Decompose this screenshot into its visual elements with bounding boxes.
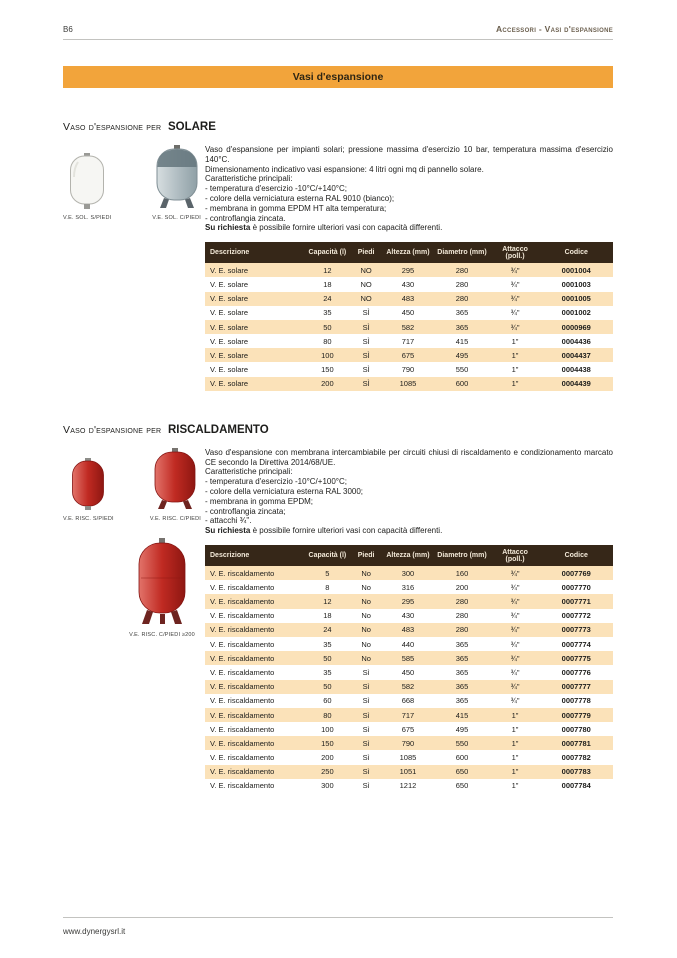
table-cell: V. E. riscaldamento (210, 724, 275, 734)
table-cell: No (361, 653, 371, 663)
table-cell: ¾" (510, 597, 520, 606)
table-cell: 0000969 (561, 322, 591, 332)
description-paragraph: Vaso d'espansione per impianti solari; pressione massima d'esercizio 10 bar, temperatura massima d'esercizio 140°C. (205, 145, 613, 164)
table-row (205, 680, 613, 694)
table-cell: Sì (362, 753, 370, 763)
table-cell: 1" (511, 753, 519, 763)
table-cell: 200 (321, 753, 334, 763)
red-expansion-vessel-icon (70, 458, 106, 510)
table-cell: 585 (401, 653, 415, 663)
table-cell: 316 (401, 582, 415, 592)
table-cell: 0004439 (561, 379, 591, 389)
table-cell: 280 (455, 279, 469, 289)
table-cell: V. E. riscaldamento (210, 653, 275, 663)
table-cell: 300 (321, 781, 334, 791)
table-cell: ¾" (510, 682, 520, 692)
table-cell: 0004437 (561, 350, 591, 360)
table-cell: 80 (323, 710, 332, 720)
feature-list (205, 477, 613, 526)
table-cell: V. E. riscaldamento (210, 597, 275, 606)
feature-line: - controflangia zincata. (205, 213, 286, 223)
table-row (205, 651, 613, 665)
table-cell: 0007769 (561, 568, 591, 578)
table-cell: V. E. solare (210, 308, 249, 318)
table-cell: Sì (362, 738, 370, 748)
note-bold: Su richiesta (205, 526, 251, 536)
table-cell: ¾" (510, 308, 520, 318)
figure-caption: V.E. RISC. C/PIEDI (149, 515, 201, 522)
table-cell: Sì (362, 781, 370, 791)
table-cell: NO (360, 294, 372, 304)
table-cell: 415 (455, 710, 469, 720)
table-cell: 280 (455, 625, 469, 635)
table-cell: 8 (325, 582, 330, 592)
column-header: Capacità (l) (305, 545, 350, 566)
table-cell: 0007774 (561, 639, 591, 649)
table-cell: 1" (511, 336, 519, 346)
solare-images (63, 145, 205, 221)
table-row (205, 580, 613, 594)
table-cell: No (361, 582, 371, 592)
table-cell: V. E. riscaldamento (210, 625, 275, 635)
table-header-row (205, 242, 613, 263)
table-row (205, 609, 613, 623)
table-cell: 0007775 (561, 653, 591, 663)
section-solare (63, 109, 613, 391)
section-title-strong: SOLARE (167, 121, 216, 133)
table-cell: 80 (323, 336, 332, 346)
table-cell: V. E. riscaldamento (210, 781, 275, 791)
table-cell: 0004436 (561, 336, 591, 346)
solare-body (63, 145, 613, 391)
table-cell: 365 (455, 639, 469, 649)
table-cell: 150 (321, 738, 334, 748)
column-header: Descrizione (205, 242, 305, 263)
table-row (205, 334, 613, 348)
description-paragraph: Dimensionamento indicativo vasi espansione: 4 litri ogni mq di pannello solare. (205, 164, 484, 174)
table-cell: SÌ (362, 308, 370, 318)
table-row (205, 623, 613, 637)
table-cell: V. E. riscaldamento (210, 611, 275, 621)
table-cell: 12 (323, 265, 332, 275)
table-cell: 1" (511, 767, 519, 777)
table-cell: 1" (511, 710, 519, 720)
description-paragraph: Caratteristiche principali: (205, 174, 293, 184)
figure-caption: V.E. RISC. S/PIEDI (63, 515, 114, 522)
table-cell: 790 (401, 738, 415, 748)
description-paragraph: Caratteristiche principali: (205, 467, 293, 477)
table-cell: 160 (455, 568, 469, 578)
table-cell: No (361, 625, 371, 635)
breadcrumb: Accessori - Vasi d'espansione (495, 24, 613, 34)
table-cell: 280 (455, 294, 469, 304)
note-bold: Su richiesta (205, 223, 251, 233)
table-cell: 495 (455, 350, 469, 360)
table-cell: V. E. solare (210, 265, 249, 275)
table-cell: 1212 (399, 781, 417, 791)
table-cell: 365 (455, 682, 469, 692)
product-figure (119, 538, 205, 638)
table-cell: 0001005 (561, 294, 591, 304)
feature-line: - temperatura d'esercizio -10°C/+100°C; (205, 477, 347, 487)
table-cell: 150 (321, 365, 334, 375)
table-cell: 450 (401, 667, 415, 677)
table-row (205, 362, 613, 376)
page-title: Vasi d'espansione (292, 71, 384, 83)
table-cell: 0007779 (561, 710, 591, 720)
table-row (205, 665, 613, 679)
table-cell: NO (360, 279, 372, 289)
table-cell: V. E. riscaldamento (210, 639, 275, 649)
table-cell: 365 (455, 696, 469, 706)
table-cell: 1" (511, 738, 519, 748)
description-note (205, 223, 613, 233)
table-cell: 600 (455, 753, 469, 763)
table-cell: 200 (321, 379, 334, 389)
table-cell: 24 (323, 625, 332, 635)
table-cell: 365 (455, 653, 469, 663)
feature-line: - colore della verniciatura esterna RAL 3000; (205, 487, 364, 497)
product-figure (63, 153, 111, 221)
table-cell: ¾" (510, 696, 520, 706)
table-cell: V. E. solare (210, 350, 249, 360)
feature-list (205, 184, 613, 223)
column-header: Attacco (poll.) (491, 545, 540, 566)
table-cell: V. E. solare (210, 322, 249, 332)
table-row (205, 736, 613, 750)
product-figure (63, 458, 114, 522)
section-riscaldamento (63, 412, 613, 793)
table-cell: 483 (401, 625, 415, 635)
table-cell: SÌ (362, 350, 370, 360)
table-cell: No (361, 597, 371, 606)
table-cell: V. E. solare (210, 379, 249, 389)
table-cell: 280 (455, 597, 469, 606)
table-cell: V. E. solare (210, 279, 249, 289)
table-cell: No (361, 568, 371, 578)
table-cell: ¾" (510, 322, 520, 332)
table-cell: V. E. solare (210, 294, 249, 304)
section-title-riscaldamento (63, 412, 613, 440)
table-cell: 0007778 (561, 696, 591, 706)
description-paragraph: Vaso d'espansione con membrana intercambiabile per circuiti chiusi di riscaldamento e condizionamento marcato CE secondo la Direttiva 2014/68/UE. (205, 447, 613, 467)
table-cell: 18 (323, 611, 332, 621)
column-header: Capacità (l) (305, 242, 350, 263)
table-cell: V. E. riscaldamento (210, 753, 275, 763)
grey-expansion-vessel-with-feet-icon (154, 145, 200, 209)
column-header: Codice (540, 242, 613, 263)
table-cell: V. E. solare (210, 365, 249, 375)
feature-line: - controflangia zincata; (205, 506, 286, 516)
table-cell: 0007770 (561, 582, 591, 592)
table-cell: V. E. riscaldamento (210, 767, 275, 777)
table-cell: 280 (455, 611, 469, 621)
table-cell: ¾" (510, 294, 520, 304)
table-cell: 0007773 (561, 625, 591, 635)
table-cell: V. E. riscaldamento (210, 667, 275, 677)
table-cell: V. E. riscaldamento (210, 696, 275, 706)
table-cell: 0007777 (561, 682, 591, 692)
table-cell: 280 (455, 265, 469, 275)
column-header: Codice (540, 545, 613, 566)
table-cell: 668 (401, 696, 415, 706)
table-cell: 24 (323, 294, 332, 304)
table-cell: 295 (401, 597, 415, 606)
table-cell: 650 (455, 781, 469, 791)
table-cell: 717 (401, 710, 415, 720)
large-red-expansion-vessel-with-feet-icon (136, 538, 188, 626)
table-cell: 675 (401, 350, 415, 360)
table-row (205, 277, 613, 291)
page-number: B6 (63, 25, 73, 34)
table-row (205, 377, 613, 391)
table-cell: Sì (362, 710, 370, 720)
table-cell: 0007783 (561, 767, 591, 777)
page-footer (63, 917, 613, 936)
table-cell: 550 (455, 365, 469, 375)
table-cell: SÌ (362, 365, 370, 375)
table-row (205, 765, 613, 779)
table-cell: 430 (401, 279, 415, 289)
riscaldamento-images (63, 448, 205, 638)
table-cell: Sì (362, 682, 370, 692)
column-header: Piedi (350, 242, 383, 263)
note-rest: è possibile fornire ulteriori vasi con capacità differenti. (250, 526, 443, 536)
table-header-row (205, 545, 613, 566)
table-cell: 18 (323, 279, 332, 289)
table-cell: ¾" (510, 265, 520, 275)
table-cell: 50 (323, 653, 332, 663)
table-cell: 365 (455, 308, 469, 318)
table-row (205, 320, 613, 334)
table-cell: 1" (511, 781, 519, 791)
table-cell: 250 (321, 767, 334, 777)
table-row (205, 637, 613, 651)
table-cell: 365 (455, 322, 469, 332)
column-header: Diametro (mm) (433, 242, 490, 263)
title-banner (63, 66, 613, 88)
table-cell: 1051 (399, 767, 417, 777)
table-row (205, 292, 613, 306)
table-cell: 582 (401, 322, 415, 332)
table-cell: SÌ (362, 336, 370, 346)
table-row (205, 566, 613, 580)
table-cell: 5 (325, 568, 330, 578)
table-cell: 0007772 (561, 611, 591, 621)
table-cell: No (361, 639, 371, 649)
column-header: Altezza (mm) (382, 545, 433, 566)
table-cell: 12 (323, 597, 332, 606)
table-row (205, 708, 613, 722)
table-row (205, 348, 613, 362)
table-row (205, 694, 613, 708)
table-cell: SÌ (362, 322, 370, 332)
solare-text (205, 145, 613, 391)
table-cell: Sì (362, 667, 370, 677)
table-cell: 450 (401, 308, 415, 318)
table-cell: 100 (321, 350, 334, 360)
column-header: Piedi (350, 545, 383, 566)
section-title-solare (63, 109, 613, 137)
table-cell: Sì (362, 767, 370, 777)
table-cell: 0007782 (561, 753, 591, 763)
table-cell: Sì (362, 696, 370, 706)
table-cell: 0001002 (561, 308, 591, 318)
table-cell: 1" (511, 724, 519, 734)
solare-table (205, 242, 613, 391)
table-cell: 415 (455, 336, 469, 346)
table-cell: ¾" (510, 625, 520, 635)
table-cell: V. E. riscaldamento (210, 568, 275, 578)
table-cell: 600 (455, 379, 469, 389)
table-cell: 300 (401, 568, 415, 578)
table-cell: V. E. riscaldamento (210, 582, 275, 592)
table-cell: 1085 (399, 379, 417, 389)
table-cell: 790 (401, 365, 415, 375)
column-header: Diametro (mm) (433, 545, 490, 566)
table-cell: 495 (455, 724, 469, 734)
white-expansion-vessel-icon (67, 153, 107, 209)
feature-line: - attacchi ¾". (205, 516, 252, 526)
table-cell: ¾" (510, 639, 520, 649)
table-cell: 60 (323, 696, 332, 706)
section-title-strong: RISCALDAMENTO (167, 423, 269, 436)
table-cell: 675 (401, 724, 415, 734)
footer-url[interactable]: www.dynergysrl.it (63, 927, 126, 936)
table-cell: V. E. riscaldamento (210, 682, 275, 692)
feature-line: - membrana in gomma EPDM; (205, 496, 314, 506)
table-cell: 0007781 (561, 738, 591, 748)
table-cell: 1085 (399, 753, 417, 763)
table-row (205, 779, 613, 793)
product-figure (150, 448, 201, 522)
table-cell: 550 (455, 738, 469, 748)
table-cell: 430 (401, 611, 415, 621)
table-cell: 50 (323, 682, 332, 692)
feature-line: - membrana in gomma EPDM HT alta temperatura; (205, 203, 387, 213)
table-cell: ¾" (510, 611, 520, 621)
table-cell: Sì (362, 724, 370, 734)
table-cell: 582 (401, 682, 415, 692)
section-title-prefix: Vaso d'espansione per (63, 423, 162, 436)
figure-caption: V.E. RISC. C/PIEDI ≥200 (129, 631, 195, 638)
table-cell: 483 (401, 294, 415, 304)
figure-caption: V.E. SOL. S/PIEDI (63, 215, 112, 221)
table-cell: SÌ (362, 379, 370, 389)
table-cell: 50 (323, 322, 332, 332)
table-cell: 0007771 (561, 597, 591, 606)
table-cell: 0004438 (561, 365, 591, 375)
column-header: Altezza (mm) (382, 242, 433, 263)
page-header (63, 0, 613, 40)
figure-caption: V.E. SOL. C/PIEDI (152, 215, 201, 221)
table-cell: 440 (401, 639, 415, 649)
table-row (205, 263, 613, 277)
section-title-prefix: Vaso d'espansione per (63, 121, 162, 133)
table-cell: 0007784 (561, 781, 591, 791)
table-cell: ¾" (510, 667, 520, 677)
table-cell: ¾" (510, 568, 520, 578)
red-expansion-vessel-with-feet-icon (153, 448, 197, 510)
product-figure (152, 145, 201, 221)
table-cell: 100 (321, 724, 334, 734)
table-cell: ¾" (510, 279, 520, 289)
table-cell: 650 (455, 767, 469, 777)
riscaldamento-table (205, 545, 613, 793)
table-cell: V. E. riscaldamento (210, 710, 275, 720)
table-cell: 717 (401, 336, 415, 346)
table-cell: 0001004 (561, 265, 591, 275)
table-cell: No (361, 611, 371, 621)
table-cell: ¾" (510, 582, 520, 592)
table-cell: 1" (511, 379, 519, 389)
table-cell: 1" (511, 365, 519, 375)
table-cell: NO (360, 265, 372, 275)
riscaldamento-text (205, 448, 613, 793)
table-cell: 35 (323, 639, 332, 649)
table-row (205, 750, 613, 764)
riscaldamento-body (63, 448, 613, 793)
table-cell: 0007776 (561, 667, 591, 677)
table-row (205, 722, 613, 736)
column-header: Attacco (poll.) (491, 242, 540, 263)
table-cell: 0007780 (561, 724, 591, 734)
table-cell: 295 (401, 265, 415, 275)
table-cell: 0001003 (561, 279, 591, 289)
feature-line: - temperatura d'esercizio -10°C/+140°C; (205, 184, 347, 194)
table-cell: 35 (323, 308, 332, 318)
table-cell: V. E. solare (210, 336, 249, 346)
table-cell: 365 (455, 667, 469, 677)
feature-line: - colore della verniciatura esterna RAL 9010 (bianco); (205, 193, 395, 203)
table-cell: 35 (323, 667, 332, 677)
table-cell: 1" (511, 350, 519, 360)
table-row (205, 306, 613, 320)
table-cell: 200 (455, 582, 469, 592)
column-header: Descrizione (205, 545, 305, 566)
note-rest: è possibile fornire ulteriori vasi con capacità differenti. (250, 223, 443, 233)
table-cell: V. E. riscaldamento (210, 738, 275, 748)
description-note (205, 526, 613, 536)
table-cell: ¾" (510, 653, 520, 663)
table-row (205, 594, 613, 608)
